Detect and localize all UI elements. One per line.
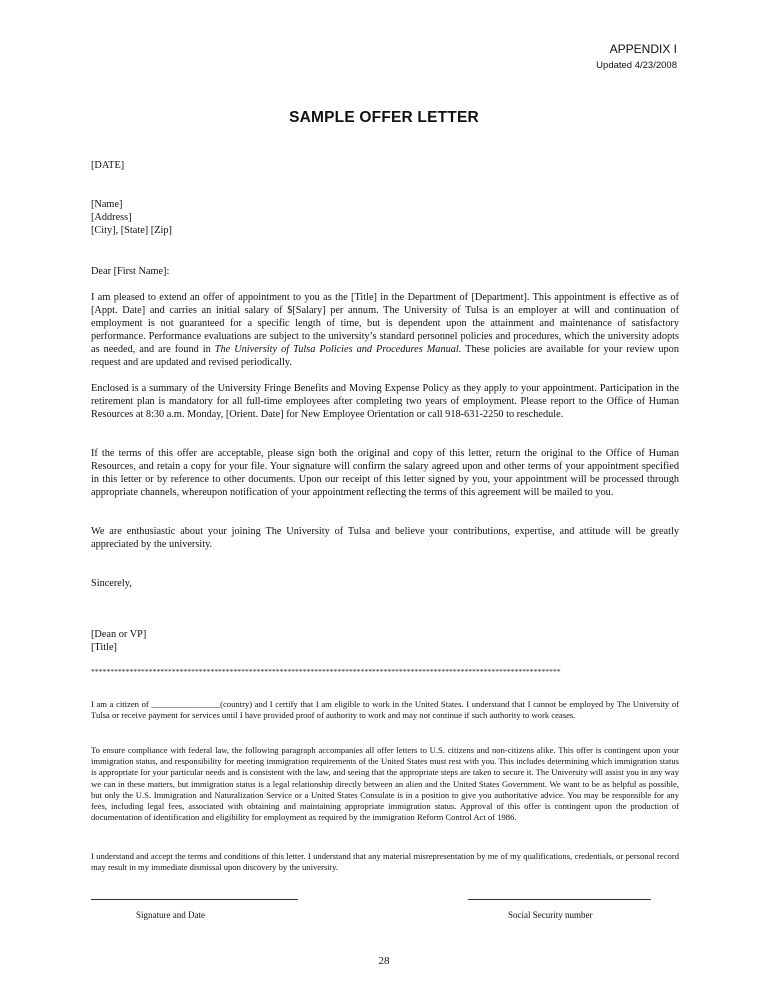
updated-date: Updated 4/23/2008 bbox=[596, 60, 677, 71]
recipient-street: [Address] bbox=[91, 212, 132, 223]
signer-title: [Title] bbox=[91, 642, 117, 653]
page-number: 28 bbox=[378, 955, 390, 967]
ssn-label: Social Security number bbox=[508, 910, 593, 920]
salutation: Dear [First Name]: bbox=[91, 266, 170, 277]
separator-line: ************************************************************************************************************************** bbox=[91, 667, 561, 676]
signature-line bbox=[91, 899, 298, 900]
acceptance-instructions-paragraph: If the terms of this offer are acceptable, please sign both the original and copy of this letter, return the original to the Office of Human Resources, and retain a copy for your file. Your signature will confirm the salary agreed upon and other terms of your appointment specified in this letter or by reference to other documents. Upon our receipt of this letter signed by you, your appointment will be processed through appropriate channels, whereupon notification of your appointment reflecting the terms of this agreement will be mailed to you. bbox=[91, 448, 679, 498]
citizenship-statement: I am a citizen of ________________(country) and I certify that I am eligible to work in the United States. I understand that I cannot be employed by The University of Tulsa or receive payment for services until I have provided proof of authority to work and may not continue if such authority to work ceases. bbox=[91, 699, 679, 721]
signer-block bbox=[91, 628, 679, 654]
page-title: SAMPLE OFFER LETTER bbox=[289, 109, 479, 126]
enthusiasm-paragraph: We are enthusiastic about your joining The University of Tulsa and believe your contributions, expertise, and attitude will be greatly appreciated by the university. bbox=[91, 526, 679, 550]
recipient-address bbox=[91, 198, 679, 237]
policies-manual-title: The University of Tulsa Policies and Procedures Manual. bbox=[214, 344, 462, 355]
acceptance-paragraph: I understand and accept the terms and conditions of this letter. I understand that any material misrepresentation by me of my qualifications, credentials, or personal record may result in my immediate dismissal upon discovery by the university. bbox=[91, 851, 679, 873]
compliance-paragraph: To ensure compliance with federal law, the following paragraph accompanies all offer letters to U.S. citizens and non-citizens alike. This offer is contingent upon your immigration status, and responsibility for meeting immigration requirements of the United States must rest with you. This includes determining which immigration status is appropriate for your particular needs and is consistent with the law, and seeing that the appropriate steps are taken to secure it. The University will assist you in any way we can in these matters, but immigration status is a legal relationship directly between an alien and the United States Government. We want to be as helpful as possible, but only the U.S. Immigration and Naturalization Service or a United States Consulate is in a position to give you authoritative advice. You may be responsible for any fees, including legal fees, associated with obtaining and maintaining appropriate immigration status. Approval of this offer is contingent upon the production of documentation of identification and eligibility for employment as required by the immigration Reform Control Act of 1986. bbox=[91, 745, 679, 823]
date-placeholder: [DATE] bbox=[91, 160, 125, 171]
recipient-name: [Name] bbox=[91, 199, 123, 210]
signature-date-label: Signature and Date bbox=[136, 910, 205, 920]
signer-name: [Dean or VP] bbox=[91, 629, 147, 640]
offer-paragraph-text: I am pleased to extend an offer of appointment to you as the [Title] in the Department of [Department]. This appointment is effective as of [Appt. Date] and carries an initial salary of $[Salary] per annum. The University of Tulsa is an employer at will and continuation of employment is not guaranteed for a specific length of time, but is dependent upon the attainment and maintenance of satisfactory performance. Performance evaluations are subject to the university’s standard personnel policies and procedures, which the university adopts as needed, and are found in bbox=[91, 292, 679, 355]
offer-paragraph bbox=[91, 291, 679, 369]
benefits-paragraph: Enclosed is a summary of the University Fringe Benefits and Moving Expense Policy as they apply to your appointment. Participation in the retirement plan is mandatory for all full-time employees after completing two years of employment. Please report to the Office of Human Resources at 8:30 a.m. Monday, [Orient. Date] for New Employee Orientation or call 918-631-2250 to reschedule. bbox=[91, 383, 679, 420]
closing: Sincerely, bbox=[91, 578, 132, 589]
recipient-city-state-zip: [City], [State] [Zip] bbox=[91, 225, 172, 236]
offer-paragraph-tail: These policies are available for your review upon request and are updated and revised periodically. bbox=[91, 344, 679, 368]
ssn-line bbox=[468, 899, 651, 900]
appendix-label: APPENDIX I bbox=[609, 42, 677, 56]
